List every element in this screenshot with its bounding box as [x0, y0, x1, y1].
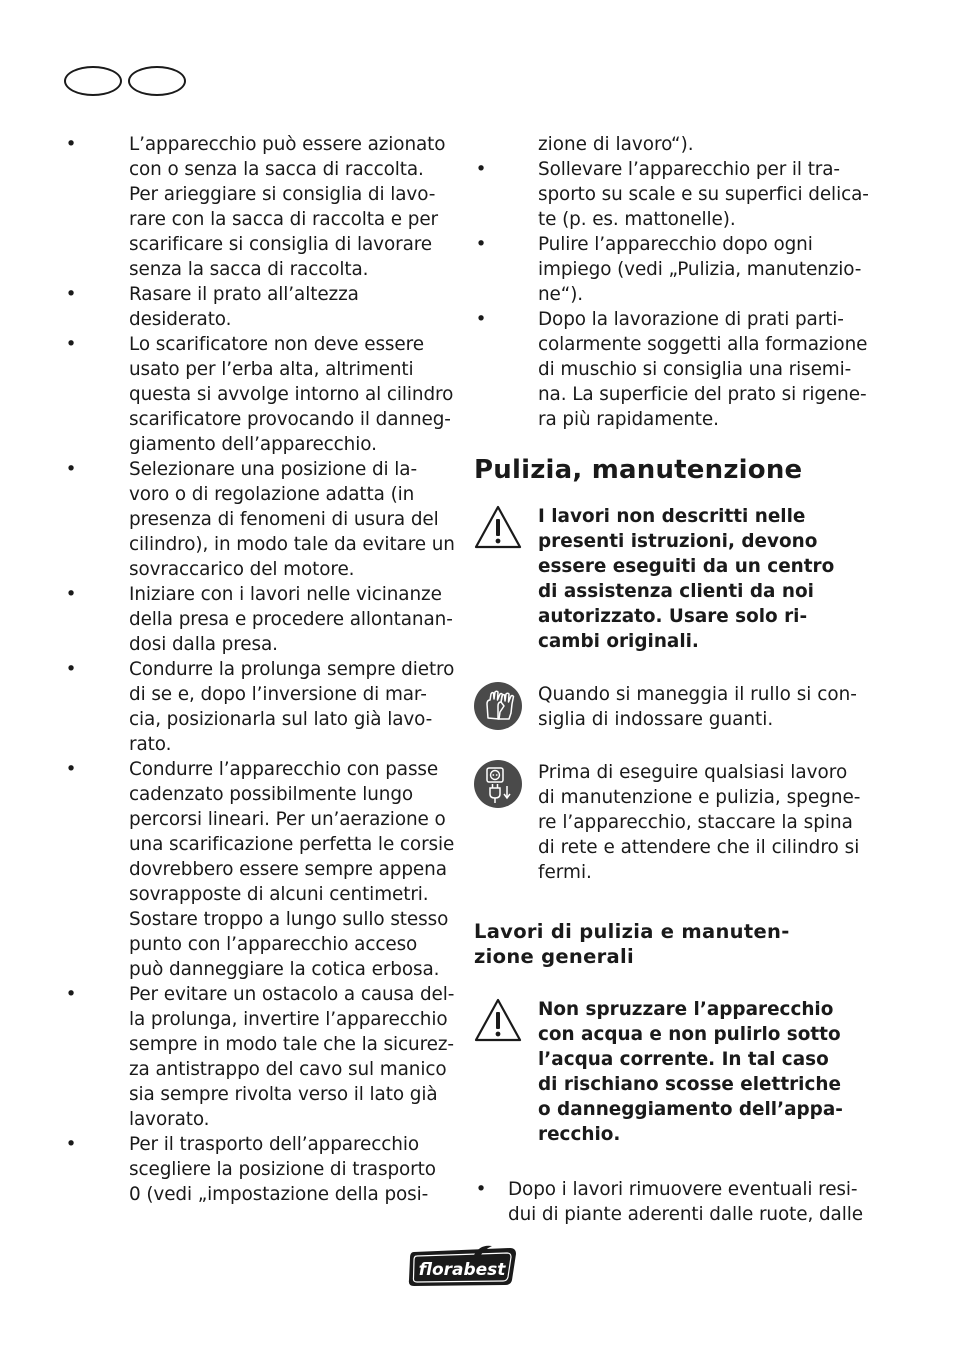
gloves-notice: [474, 682, 866, 732]
list-item: [64, 132, 454, 282]
text-line: essere eseguiti da un centro: [538, 556, 835, 577]
text-line: recchio.: [538, 1124, 621, 1145]
list-item-line: percorsi lineari. Per un’aerazione o: [129, 809, 446, 830]
list-item-line: della presa e procedere allontanan-: [129, 609, 453, 630]
section-heading: Pulizia, manutenzione: [474, 455, 803, 485]
subsection-heading: [474, 919, 866, 969]
list-item-line: za antistrappo del cavo sul manico: [129, 1059, 447, 1080]
list-item-line: na. La superficie del prato si rigene-: [538, 384, 867, 405]
list-item-line: Selezionare una posizione di la-: [129, 459, 417, 480]
list-item-line: dui di piante aderenti dalle ruote, dalle: [508, 1204, 863, 1225]
warning-text-2: [538, 997, 866, 1147]
list-item-line: Lo scarificatore non deve essere: [129, 334, 424, 355]
list-item-line: sovraccarico del motore.: [129, 559, 355, 580]
list-item-line: ra più rapidamente.: [538, 409, 719, 430]
right-bullet-list: [474, 157, 869, 432]
list-item-line: la prolunga, invertire l’apparecchio: [129, 1009, 448, 1030]
list-item-line: cadenzato possibilmente lungo: [129, 784, 414, 805]
list-item-line: Per evitare un ostacolo a causa del-: [129, 984, 455, 1005]
bullet-dot: •: [65, 759, 77, 780]
list-item-line: Condurre l’apparecchio con passe: [129, 759, 439, 780]
language-badge-2: [128, 66, 186, 96]
bullet-dot: •: [475, 1179, 487, 1200]
warning-notice-2: [474, 997, 866, 1147]
list-item-line: desiderato.: [129, 309, 232, 330]
list-item: [64, 757, 454, 982]
list-item: [64, 582, 454, 657]
bullet-dot: •: [475, 159, 487, 180]
text-line: autorizzato. Usare solo ri-: [538, 606, 808, 627]
left-column: [64, 132, 454, 1207]
text-line: fermi.: [538, 862, 592, 883]
list-item-line: dosi dalla presa.: [129, 634, 278, 655]
list-item: [64, 282, 454, 332]
warning-text-1: [538, 504, 866, 654]
list-item: [474, 157, 869, 232]
list-item-line: lavorato.: [129, 1109, 210, 1130]
text-line: di assistenza clienti da noi: [538, 581, 814, 602]
text-line: con acqua e non pulirlo sotto: [538, 1024, 841, 1045]
text-line: o danneggiamento dell’appa-: [538, 1099, 843, 1120]
right-column: [474, 132, 869, 1227]
text-line: siglia di indossare guanti.: [538, 709, 774, 730]
list-item: [64, 332, 454, 457]
list-item-line: sia sempre rivolta verso il lato già: [129, 1084, 438, 1105]
logo-text: florabest: [418, 1260, 506, 1280]
cleaning-bullet-list: [474, 1177, 866, 1227]
warning-triangle-icon: [474, 504, 522, 552]
list-item-line: di muschio si consiglia una risemi-: [538, 359, 852, 380]
list-item-line: scarificatore provocando il danneg-: [129, 409, 451, 430]
text-line: di manutenzione e pulizia, spegne-: [538, 787, 861, 808]
list-item-line: Rasare il prato all’altezza: [129, 284, 359, 305]
text-line: presenti istruzioni, devono: [538, 531, 818, 552]
list-item-line: usato per l’erba alta, altrimenti: [129, 359, 414, 380]
text-line: cambi originali.: [538, 631, 699, 652]
list-item-line: rato.: [129, 734, 172, 755]
bullet-dot: •: [65, 1134, 77, 1155]
text-line: re l’apparecchio, staccare la spina: [538, 812, 853, 833]
list-item-line: senza la sacca di raccolta.: [129, 259, 369, 280]
list-item-line: Dopo i lavori rimuovere eventuali resi-: [508, 1179, 858, 1200]
text-line: Lavori di pulizia e manuten-: [474, 920, 790, 943]
list-item-line: Iniziare con i lavori nelle vicinanze: [129, 584, 442, 605]
list-item-line: dovrebbero essere sempre appena: [129, 859, 447, 880]
list-item-line: sporto su scale e su superfici delica-: [538, 184, 869, 205]
list-item: [64, 457, 454, 582]
list-item-line: cia, posizionarla sul lato già lavo-: [129, 709, 433, 730]
list-item-line: può danneggiare la cotica erbosa.: [129, 959, 440, 980]
bullet-dot: •: [65, 459, 77, 480]
list-item-line: Dopo la lavorazione di prati parti-: [538, 309, 844, 330]
list-item-line: impiego (vedi „Pulizia, manutenzio-: [538, 259, 862, 280]
list-item-line: una scarificazione perfetta le corsie: [129, 834, 455, 855]
list-item-line: sempre in modo tale che la sicurez-: [129, 1034, 454, 1055]
list-item-line: con o senza la sacca di raccolta.: [129, 159, 424, 180]
list-item-line: cilindro), in modo tale da evitare un: [129, 534, 455, 555]
warning-triangle-icon: [474, 997, 522, 1045]
list-item: [64, 657, 454, 757]
gloves-note-text: [538, 682, 866, 732]
list-item: [64, 982, 454, 1132]
list-item-line: sovrapposte di alcuni centimetri.: [129, 884, 429, 905]
text-line: di rischiano scosse elettriche: [538, 1074, 841, 1095]
text-line: di rete e attendere che il cilindro si: [538, 837, 860, 858]
list-item: [474, 1177, 866, 1227]
unplug-notice: [474, 760, 866, 885]
list-item-line: Sostare troppo a lungo sullo stesso: [129, 909, 449, 930]
unplug-icon: [474, 760, 522, 808]
list-item-line: Condurre la prolunga sempre dietro: [129, 659, 455, 680]
language-badge-1: [64, 66, 122, 96]
list-item-line: voro o di regolazione adatta (in: [129, 484, 415, 505]
language-badges: [64, 66, 190, 100]
gloves-icon: [474, 682, 522, 730]
bullet-dot: •: [65, 284, 77, 305]
list-item: [474, 307, 866, 432]
text-line: Prima di eseguire qualsiasi lavoro: [538, 762, 848, 783]
list-item-line: 0 (vedi „impostazione della posi-: [129, 1184, 429, 1205]
list-item-line: questa si avvolge intorno al cilindro: [129, 384, 454, 405]
list-item-line: te (p. es. mattonelle).: [538, 209, 736, 230]
list-item-line: scarificare si consiglia di lavorare: [129, 234, 433, 255]
bullet-dot: •: [65, 984, 77, 1005]
continued-text: zione di lavoro“).: [538, 134, 694, 155]
list-item-line: di se e, dopo l’inversione di mar-: [129, 684, 427, 705]
list-item: [64, 1132, 454, 1207]
list-item-line: ne“).: [538, 284, 584, 305]
florabest-logo: [406, 1244, 518, 1288]
list-item-line: L’apparecchio può essere azionato: [129, 134, 446, 155]
list-item-line: Per arieggiare si consiglia di lavo-: [129, 184, 436, 205]
text-line: Quando si maneggia il rullo si con-: [538, 684, 857, 705]
list-item-line: Per il trasporto dell’apparecchio: [129, 1134, 419, 1155]
bullet-dot: •: [475, 234, 487, 255]
bullet-dot: •: [65, 584, 77, 605]
text-line: I lavori non descritti nelle: [538, 506, 806, 527]
bullet-dot: •: [65, 134, 77, 155]
list-item-line: scegliere la posizione di trasporto: [129, 1159, 436, 1180]
bullet-dot: •: [65, 334, 77, 355]
text-line: zione generali: [474, 945, 634, 968]
unplug-note-text: [538, 760, 866, 885]
list-item: [474, 232, 866, 307]
list-item-line: punto con l’apparecchio acceso: [129, 934, 418, 955]
text-line: Non spruzzare l’apparecchio: [538, 999, 834, 1020]
warning-notice-1: [474, 504, 866, 654]
list-item-line: colarmente soggetti alla formazione: [538, 334, 868, 355]
bullet-dot: •: [65, 659, 77, 680]
list-item-line: rare con la sacca di raccolta e per: [129, 209, 439, 230]
text-line: l’acqua corrente. In tal caso: [538, 1049, 829, 1070]
list-item-line: Sollevare l’apparecchio per il tra-: [538, 159, 840, 180]
list-item-line: giamento dell’apparecchio.: [129, 434, 377, 455]
bullet-dot: •: [475, 309, 487, 330]
list-item-line: presenza di fenomeni di usura del: [129, 509, 439, 530]
list-item-line: Pulire l’apparecchio dopo ogni: [538, 234, 813, 255]
left-bullet-list: [64, 132, 454, 1207]
